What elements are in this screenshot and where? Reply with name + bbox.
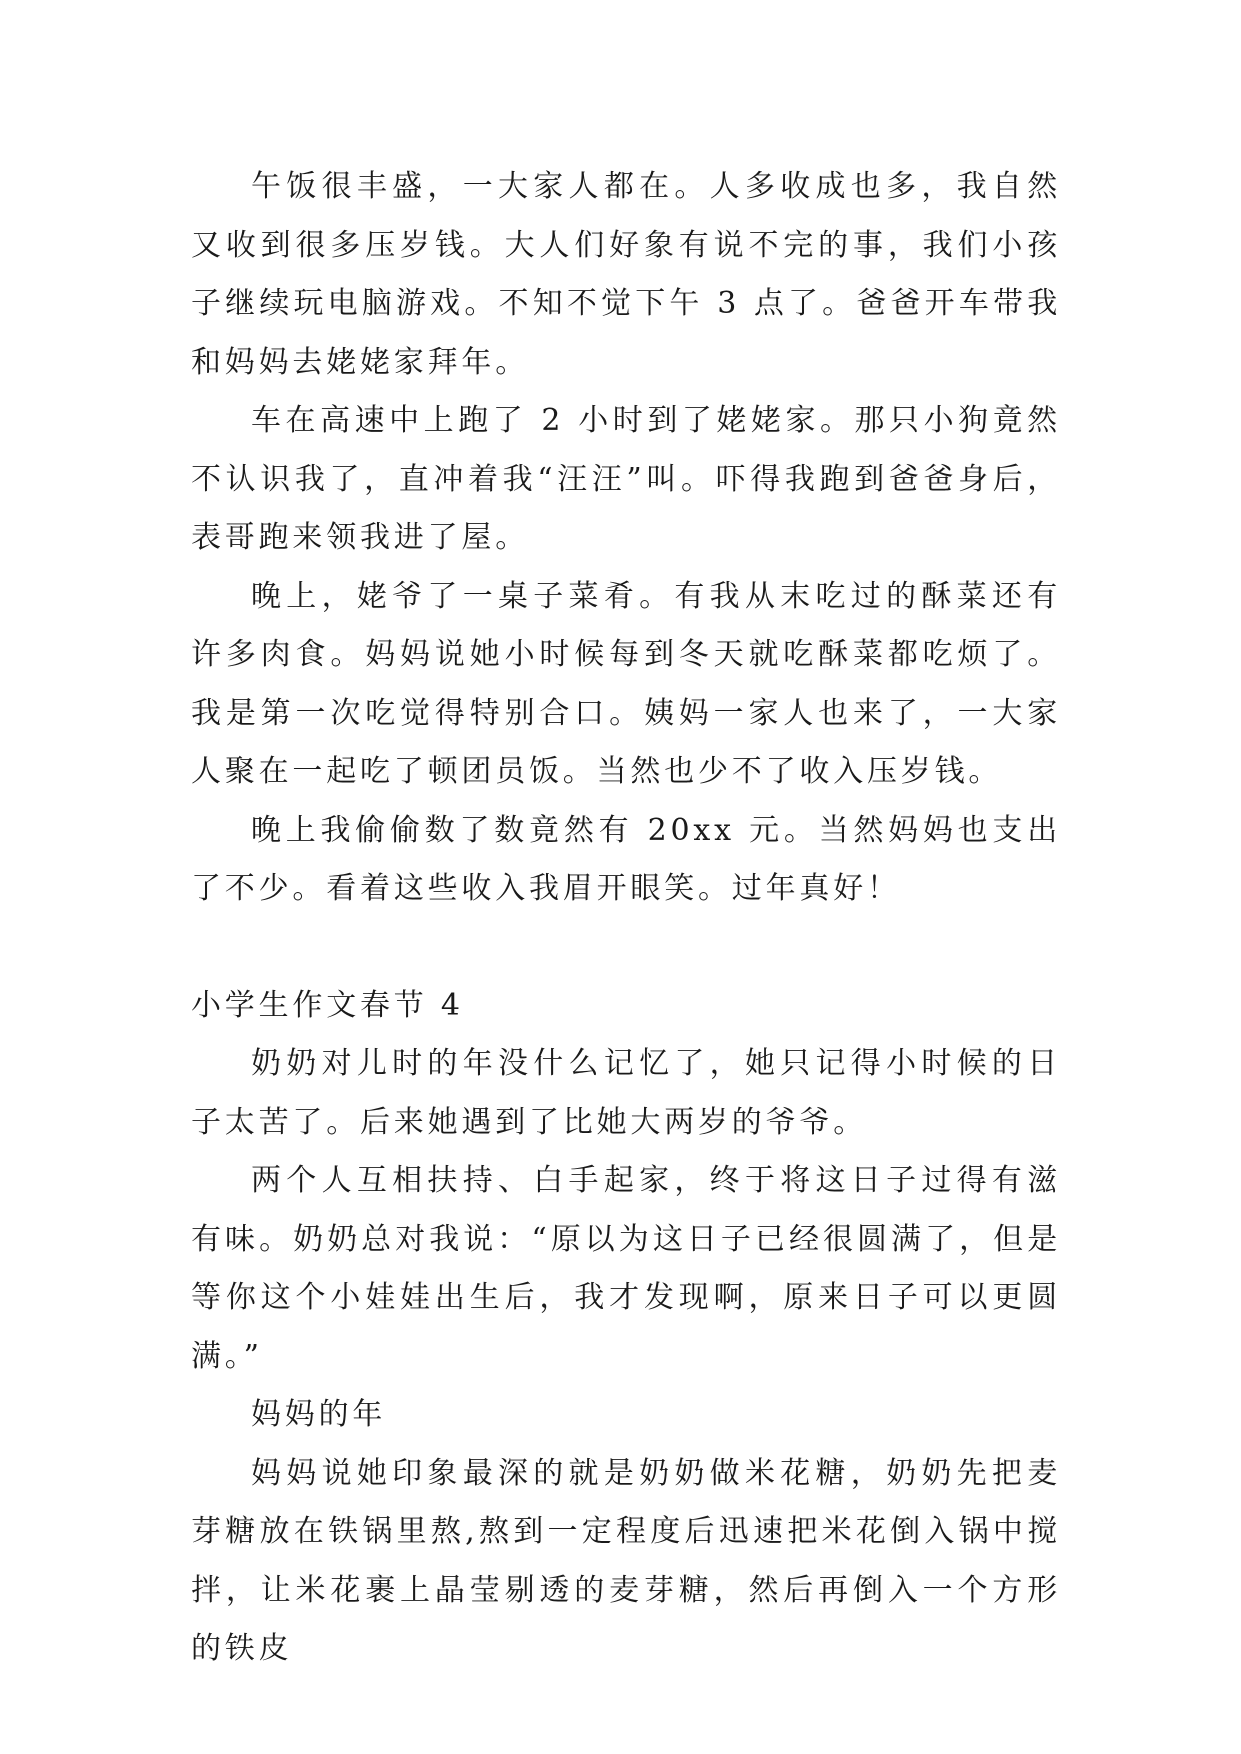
section-title: 小学生作文春节 4 (191, 987, 464, 1023)
paragraph-6: 两个人互相扶持、白手起家，终于将这日子过得有滋有味。奶奶总对我说：“原以为这日子已经很圆满了，但是等你这个小娃娃出生后，我才发现啊，原来日子可以更圆满。” (191, 1163, 1061, 1374)
paragraph-2: 车在高速中上跑了 2 小时到了姥姥家。那只小狗竟然不认识我了，直冲着我“汪汪”叫。吓得我跑到爸爸身后，表哥跑来领我进了屋。 (191, 403, 1061, 555)
paragraph-7: 妈妈说她印象最深的就是奶奶做米花糖，奶奶先把麦芽糖放在铁锅里熬,熬到一定程度后迅速把米花倒入锅中搅拌，让米花裹上晶莹剔透的麦芽糖，然后再倒入一个方形的铁皮 (191, 1455, 1061, 1666)
document-body (191, 158, 1061, 1679)
subheading-mother-new-year: 妈妈的年 (251, 1397, 387, 1432)
paragraph-5: 奶奶对儿时的年没什么记忆了，她只记得小时候的日子太苦了。后来她遇到了比她大两岁的爷爷。 (191, 1046, 1061, 1140)
paragraph-4: 晚上我偷偷数了数竟然有 20xx 元。当然妈妈也支出了不少。看着这些收入我眉开眼笑。过年真好！ (191, 812, 1061, 906)
paragraph-1: 午饭很丰盛，一大家人都在。人多收成也多，我自然又收到很多压岁钱。大人们好象有说不完的事，我们小孩子继续玩电脑游戏。不知不觉下午 3 点了。爸爸开车带我和妈妈去姥姥家拜年。 (191, 169, 1061, 380)
paragraph-3: 晚上，姥爷了一桌子菜肴。有我从末吃过的酥菜还有许多肉食。妈妈说她小时候每到冬天就吃酥菜都吃烦了。我是第一次吃觉得特别合口。姨妈一家人也来了，一大家人聚在一起吃了顿团员饭。当然也少不了收入压岁钱。 (191, 578, 1061, 789)
